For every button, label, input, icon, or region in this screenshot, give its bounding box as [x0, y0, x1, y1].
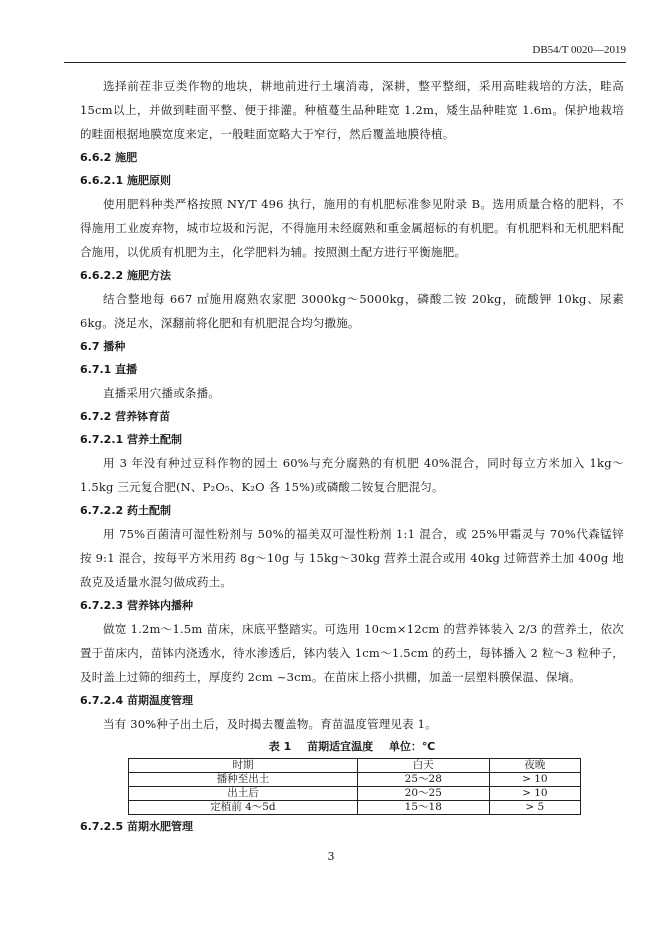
- table-header-row: [129, 759, 581, 773]
- paragraph-direct-sowing: 直播采用穴播或条播。: [103, 386, 220, 400]
- table-cell: 15～18: [357, 801, 489, 815]
- temperature-table: [128, 758, 581, 815]
- heading-6-6-2-2: 6.6.2.2 施肥方法: [80, 269, 171, 282]
- table-unit: 单位：℃: [388, 740, 436, 753]
- document-id: DB54/T 0020—2019: [532, 44, 626, 56]
- heading-6-6-2: 6.6.2 施肥: [80, 151, 138, 164]
- table-cell: > 10: [489, 787, 580, 801]
- header-rule: [64, 62, 626, 63]
- table-row: [129, 773, 581, 787]
- heading-6-7-2-1: 6.7.2.1 营养土配制: [80, 433, 182, 446]
- paragraph-field-prep: 选择前茬非豆类作物的地块，耕地前进行土壤消毒，深耕，整平整细，采用高畦栽培的方法，畦高 15cm以上，并做到畦面平整、便于排灌。种植蔓生品种畦宽 1.2m，矮生品种畦宽 1.6m。保护地栽培的畦面根据地膜宽度来定，一般畦面宽略大于窄行，然后覆盖地膜待植。: [80, 79, 624, 141]
- table-cell: 25～28: [357, 773, 489, 787]
- table-cell: 播种至出土: [129, 773, 358, 787]
- heading-6-7: 6.7 播种: [80, 340, 126, 353]
- heading-6-7-2-4: 6.7.2.4 苗期温度管理: [80, 694, 193, 707]
- column-header: 时期: [129, 759, 358, 773]
- paragraph-pot-sowing: 做宽 1.2m～1.5m 苗床，床底平整踏实。可选用 10cm×12cm 的营养钵装入 2/3 的营养土，依次置于苗床内，苗钵内浇透水，待水渗透后，钵内装入 1cm～1.5cm 的药土，每钵播入 2 粒～3 粒种子，及时盖上过筛的细药土，厚度约 2cm ~3cm。在苗床上搭小拱棚，加盖一层塑料膜保温、保墒。: [80, 622, 624, 684]
- paragraph-nutrient-soil: 用 3 年没有种过豆科作物的园土 60%与充分腐熟的有机肥 40%混合，同时每立方米加入 1kg～1.5kg 三元复合肥(N、P₂O₅、K₂O 各 15%)或磷酸二铵复合肥混匀。: [80, 456, 624, 494]
- table-row: [129, 801, 581, 815]
- paragraph-medicated-soil: 用 75%百菌清可湿性粉剂与 50%的福美双可湿性粉剂 1:1 混合，或 25%甲霜灵与 70%代森锰锌按 9:1 混合，按每平方米用药 8g～10g 与 15kg～30kg 营养土混合或用 40kg 过筛营养土加 400g 地敌克及适量水混匀做成药土。: [80, 527, 624, 589]
- page-number: 3: [327, 850, 335, 863]
- heading-6-7-2-2: 6.7.2.2 药土配制: [80, 504, 171, 517]
- heading-6-7-2-5: 6.7.2.5 苗期水肥管理: [80, 820, 193, 833]
- table-cell: > 10: [489, 773, 580, 787]
- table-caption: [80, 736, 624, 758]
- paragraph-seedling-temp: 当有 30%种子出土后，及时揭去覆盖物。育苗温度管理见表 1。: [103, 717, 437, 731]
- table-cell: > 5: [489, 801, 580, 815]
- table-cell: 出土后: [129, 787, 358, 801]
- table-cell: 20～25: [357, 787, 489, 801]
- heading-6-7-2-3: 6.7.2.3 营养钵内播种: [80, 599, 193, 612]
- table-title: 苗期适宜温度: [307, 740, 374, 753]
- column-header: 白天: [357, 759, 489, 773]
- heading-6-7-2: 6.7.2 营养钵育苗: [80, 410, 171, 423]
- table-cell: 定植前 4～5d: [129, 801, 358, 815]
- heading-6-6-2-1: 6.6.2.1 施肥原则: [80, 174, 171, 187]
- table-number: 表 1: [268, 740, 292, 753]
- page-content: [80, 74, 624, 838]
- column-header: 夜晚: [489, 759, 580, 773]
- heading-6-7-1: 6.7.1 直播: [80, 363, 138, 376]
- table-row: [129, 787, 581, 801]
- paragraph-fertilizer-principle: 使用肥料种类严格按照 NY/T 496 执行，施用的有机肥标准参见附录 B。选用质量合格的肥料，不得施用工业废弃物，城市垃圾和污泥，不得施用未经腐熟和重金属超标的有机肥。有机肥料和无机肥料配合施用，以优质有机肥为主，化学肥料为辅。按照测土配方进行平衡施肥。: [80, 197, 624, 259]
- paragraph-fertilizer-method: 结合整地每 667 ㎡施用腐熟农家肥 3000kg～5000kg，磷酸二铵 20kg，硫酸钾 10kg、尿素 6kg。浇足水，深翻前将化肥和有机肥混合均匀撒施。: [80, 292, 624, 330]
